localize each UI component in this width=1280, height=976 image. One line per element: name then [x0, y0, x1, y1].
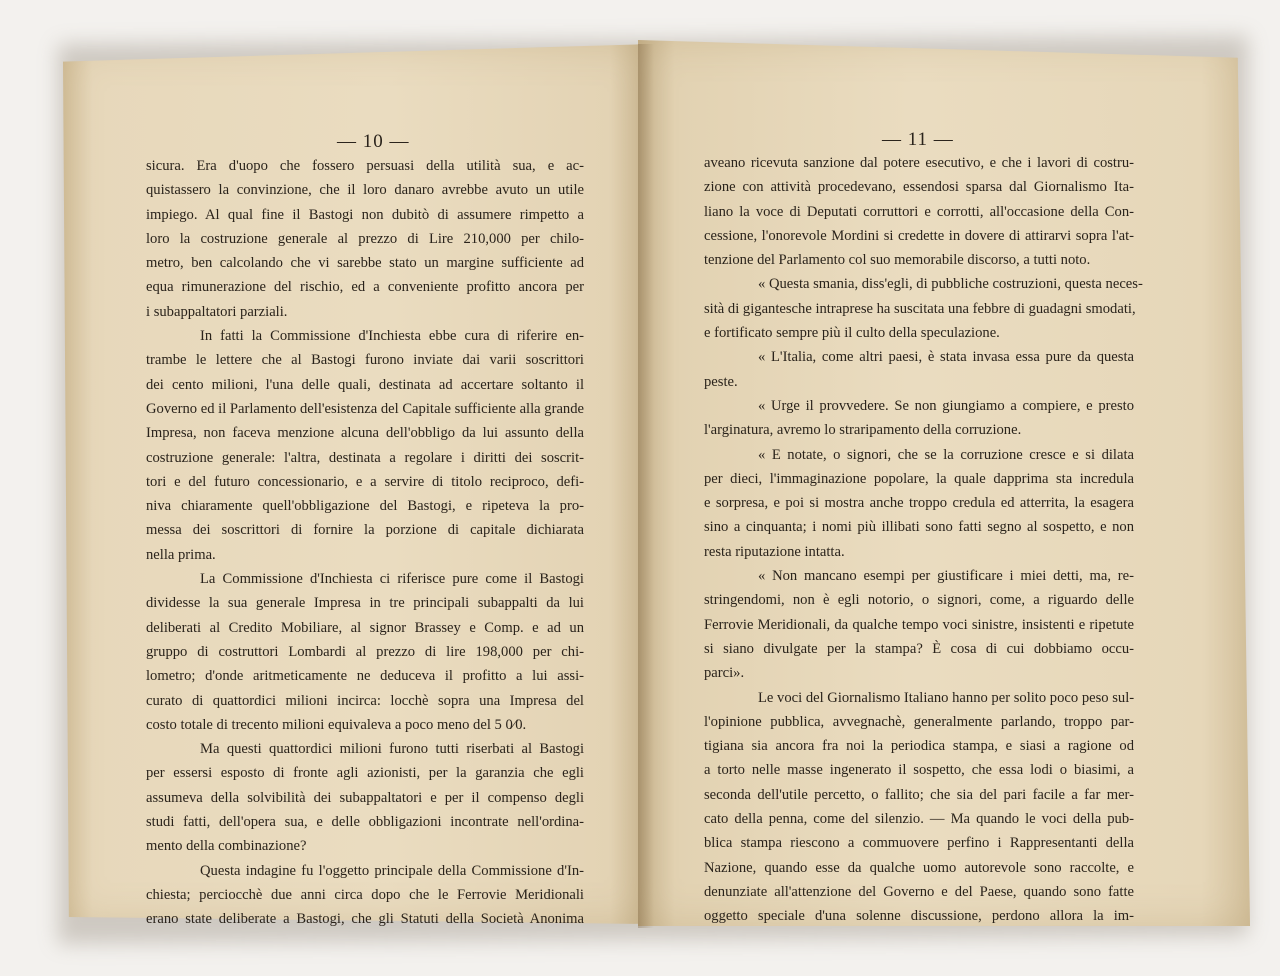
text-line: assumeva della solvibilità dei subappaltatori e per il compenso degli: [146, 789, 584, 806]
text-line: « Non mancano esempi per giustificare i miei detti, ma, re-: [758, 568, 1134, 585]
right-page-number: — 11 —: [882, 129, 954, 150]
text-line: cessione, l'onorevole Mordini si credette in dovere di attirarvi sopra l'at-: [704, 227, 1134, 244]
text-line: seconda dell'utile percetto, o fallito; che sia del pari facile a far mer-: [704, 786, 1134, 803]
text-line: costo totale di trecento milioni equivaleva a poco meno del 5 0⁄0.: [146, 716, 527, 733]
text-line: liano la voce di Deputati corruttori e corrotti, all'occasione della Con-: [704, 203, 1134, 220]
text-line: Ferrovie Meridionali, da qualche tempo voci sinistre, insistenti e ripetute: [704, 616, 1134, 633]
text-line: oggetto speciale d'una solenne discussione, perdono allora la im-: [704, 908, 1134, 925]
text-line: quistassero la convinzione, che il loro danaro avrebbe avuto un utile: [146, 182, 584, 199]
text-line: Impresa, non faceva menzione alcuna dell'obbligo da lui assunto della: [146, 425, 584, 442]
text-line: per dieci, l'immaginazione popolare, la quale dapprima sta incredula: [704, 470, 1134, 487]
text-line: peste.: [704, 373, 738, 390]
text-line: si siano divulgate per la stampa? È cosa di cui dobbiamo occu-: [704, 640, 1134, 657]
text-line: sino a cinquanta; i nomi più illibati sono fatti segno al sospetto, e non: [704, 519, 1134, 536]
text-line: stringendomi, non è egli notorio, o signori, come, a riguardo delle: [704, 592, 1134, 609]
text-line: resta riputazione intatta.: [704, 543, 845, 560]
text-line: Questa indagine fu l'oggetto principale della Commissione d'In-: [200, 862, 584, 879]
text-line: e sorpresa, e poi si mostra anche troppo credula ed atterrita, la esagera: [704, 495, 1134, 512]
text-line: trambe le lettere che al Bastogi furono inviate dai varii soscrittori: [146, 352, 584, 369]
text-line: parci».: [704, 665, 745, 682]
text-line: niva chiaramente quell'obbligazione del Bastogi, e ripeteva la pro-: [146, 498, 584, 515]
text-line: l'arginatura, avremo lo straripamento della corruzione.: [704, 422, 1022, 439]
text-line: sità di gigantesche intraprese ha suscitata una febbre di guadagni smodati,: [704, 300, 1136, 317]
text-line: deliberati al Credito Mobiliare, al signor Brassey e Comp. e ad un: [146, 619, 584, 636]
text-line: studi fatti, dell'opera sua, e delle obbligazioni incontrate nell'ordina-: [146, 814, 584, 831]
text-line: zione con attività procedevano, essendosi sparsa dal Giornalismo Ita-: [704, 179, 1134, 196]
text-line: aveano ricevuta sanzione dal potere esecutivo, e che i lavori di costru-: [704, 155, 1134, 171]
text-line: chiesta; perciocchè due anni circa dopo che le Ferrovie Meridionali: [146, 886, 584, 903]
text-line: equa rimunerazione del rischio, ed a conveniente profitto ancora per: [146, 279, 584, 296]
text-line: « L'Italia, come altri paesi, è stata invasa essa pure da questa: [758, 349, 1134, 366]
text-line: e fortificato sempre più il culto della speculazione.: [704, 325, 1000, 342]
text-line: messa dei soscrittori di fornire la porzione di capitale dichiarata: [146, 522, 584, 539]
text-line: mento della combinazione?: [146, 838, 307, 855]
left-page-text: [146, 154, 584, 932]
text-line: denunziate all'attenzione del Governo e del Paese, quando sono fatte: [704, 883, 1134, 900]
right-page-text: [704, 151, 1143, 929]
text-line: a torto nelle masse ingenerato il sospetto, che essa lodi o biasimi, a: [704, 762, 1134, 779]
text-line: i subappaltatori parziali.: [146, 303, 288, 320]
text-line: Ma questi quattordici milioni furono tutti riserbati al Bastogi: [200, 741, 584, 758]
text-line: metro, ben calcolando che vi sarebbe stato un margine sufficiente ad: [146, 255, 584, 272]
text-line: nella prima.: [146, 546, 216, 563]
text-line: dividesse la sua generale Impresa in tre principali subappalti da lui: [146, 595, 584, 612]
text-line: lometro; d'onde aritmeticamente ne deduceva il profitto a lui assi-: [146, 668, 584, 685]
text-line: In fatti la Commissione d'Inchiesta ebbe cura di riferire en-: [200, 328, 584, 345]
text-line: cato della penna, come del silenzio. — Ma quando le voci della pub-: [704, 811, 1134, 828]
text-line: erano state deliberate a Bastogi, che gli Statuti della Società Anonima: [146, 911, 584, 928]
text-line: curato di quattordici milioni incirca: locchè sopra una Impresa del: [146, 692, 584, 709]
text-line: dei cento milioni, l'una delle quali, destinata ad accertare soltanto il: [146, 376, 584, 393]
text-line: gruppo di costruttori Lombardi al prezzo di lire 198,000 per chi-: [146, 643, 584, 660]
text-line: impiego. Al qual fine il Bastogi non dubitò di assumere rimpetto a: [146, 206, 584, 223]
text-line: « Urge il provvedere. Se non giungiamo a compiere, e presto: [758, 397, 1134, 414]
left-page-number: — 10 —: [337, 131, 410, 152]
text-line: tori e del futuro concessionario, e a servire di titolo reciproco, defi-: [146, 473, 584, 490]
text-line: per essersi esposto di fronte agli azionisti, per la garanzia che egli: [146, 765, 584, 782]
text-line: l'opinione pubblica, avvegnachè, generalmente parlando, troppo par-: [704, 713, 1134, 730]
text-line: Le voci del Giornalismo Italiano hanno per solito poco peso sul-: [758, 689, 1135, 706]
text-line: « E notate, o signori, che se la corruzione cresce e si dilata: [758, 446, 1134, 463]
text-line: Governo ed il Parlamento dell'esistenza del Capitale sufficiente alla grande: [146, 400, 584, 417]
text-line: tigiana sia ancora fra noi la periodica stampa, e siasi a ragione od: [704, 738, 1134, 755]
text-line: Nazione, quando esse da qualche uomo autorevole sono raccolte, e: [704, 859, 1134, 876]
text-line: tenzione del Parlamento col suo memorabile discorso, a tutti noto.: [704, 252, 1091, 269]
text-line: « Questa smania, diss'egli, di pubbliche costruzioni, questa neces-: [758, 276, 1143, 293]
text-line: La Commissione d'Inchiesta ci riferisce pure come il Bastogi: [200, 571, 584, 588]
text-line: sicura. Era d'uopo che fossero persuasi della utilità sua, e ac-: [146, 158, 584, 174]
text-line: costruzione generale: l'altra, destinata a regolare i diritti dei soscrit-: [146, 449, 584, 466]
text-line: blica stampa riescono a commuovere perfino i Rappresentanti della: [704, 835, 1134, 852]
text-line: loro la costruzione generale al prezzo di Lire 210,000 per chilo-: [146, 230, 584, 247]
book-gutter: [638, 44, 654, 928]
